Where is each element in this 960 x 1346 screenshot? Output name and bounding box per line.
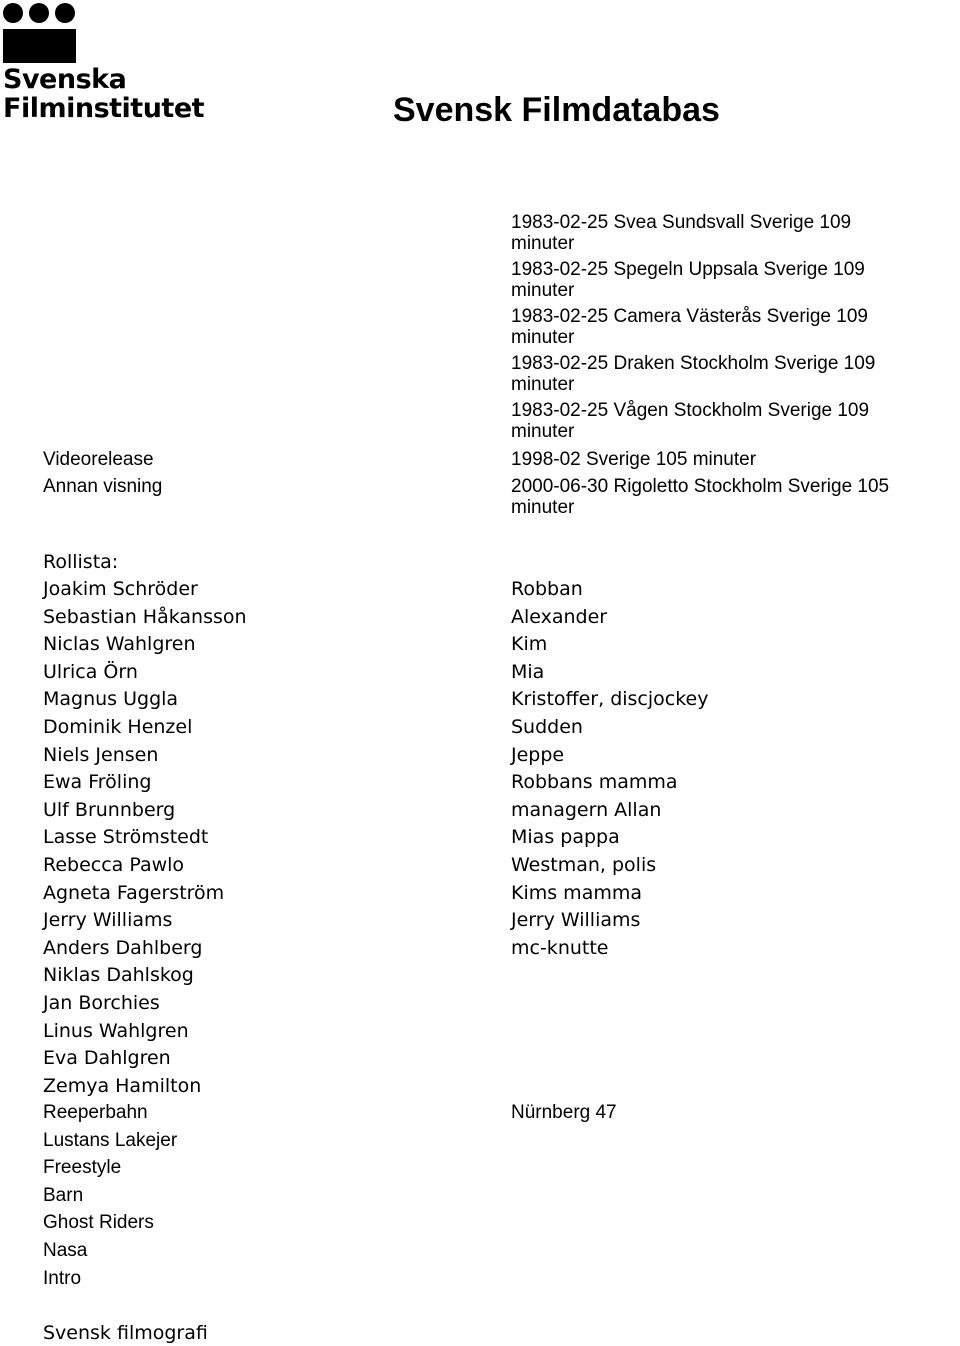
- role-name: Westman, polis: [511, 853, 657, 876]
- screening-details: 1983-02-25 Spegeln Uppsala Sverige 109: [511, 259, 865, 280]
- annan-visning-details: 2000-06-30 Rigoletto Stockholm Sverige 105: [511, 476, 890, 497]
- role-name: Kim: [511, 633, 548, 656]
- screening-details: 1983-02-25 Camera Västerås Sverige 109: [511, 306, 868, 327]
- role-name: Jeppe: [511, 743, 565, 766]
- cast-row: [43, 798, 960, 826]
- actor-name: Ulf Brunnberg: [43, 798, 176, 821]
- music-extra: Nürnberg 47: [511, 1102, 617, 1123]
- screening-duration-unit: minuter: [511, 421, 575, 442]
- actor-name: Magnus Uggla: [43, 688, 179, 711]
- music-row: [43, 1239, 960, 1267]
- screening-entry: [511, 259, 951, 301]
- logo-dot: [29, 3, 49, 23]
- cast-row: [43, 991, 960, 1019]
- screening-details: 1983-02-25 Svea Sundsvall Sverige 109: [511, 212, 852, 233]
- cast-row: [43, 660, 960, 688]
- music-title: Reeperbahn: [43, 1102, 148, 1123]
- actor-name: Joakim Schröder: [43, 578, 198, 600]
- actor-name: Niclas Wahlgren: [43, 633, 196, 656]
- screening-duration-unit: minuter: [511, 280, 575, 301]
- cast-row: [43, 743, 960, 771]
- music-title: Barn: [43, 1184, 84, 1206]
- page-title: Svensk Filmdatabas: [393, 91, 720, 129]
- cast-heading: Rollista:: [43, 551, 119, 573]
- music-title: Lustans Lakejer: [43, 1129, 178, 1151]
- logo-dot: [55, 3, 75, 23]
- role-name: mc-knutte: [511, 936, 609, 959]
- role-name: Kristoffer, discjockey: [511, 688, 709, 711]
- actor-name: Rebecca Pawlo: [43, 853, 185, 876]
- actor-name: Jan Borchies: [43, 991, 160, 1014]
- music-list: [43, 1101, 960, 1294]
- screening-entry: [511, 400, 951, 442]
- music-row: [43, 1129, 960, 1157]
- cast-row: [43, 1046, 960, 1074]
- actor-name: Ulrica Örn: [43, 660, 138, 683]
- cast-row: [43, 1074, 960, 1102]
- videorelease-label: Videorelease: [43, 449, 154, 470]
- music-row: [43, 1156, 960, 1184]
- premiere-screenings: [511, 212, 951, 447]
- screening-entry: [511, 353, 951, 395]
- role-name: Sudden: [511, 715, 583, 738]
- screening-entry: [511, 212, 951, 254]
- role-name: Jerry Williams: [511, 909, 641, 932]
- screening-details: 1983-02-25 Draken Stockholm Sverige 109: [511, 353, 876, 374]
- cast-row: [43, 770, 960, 798]
- actor-name: Jerry Williams: [43, 909, 173, 932]
- videorelease-value: 1998-02 Sverige 105 minuter: [511, 449, 757, 470]
- cast-row: [43, 936, 960, 964]
- screening-details: 1983-02-25 Vågen Stockholm Sverige 109: [511, 400, 870, 421]
- actor-name: Lasse Strömstedt: [43, 826, 209, 849]
- actor-name: Sebastian Håkansson: [43, 605, 247, 628]
- cast-row: [43, 825, 960, 853]
- cast-row: [43, 577, 960, 605]
- music-title: Nasa: [43, 1239, 88, 1261]
- cast-row: [43, 1019, 960, 1047]
- annan-visning-label: Annan visning: [43, 476, 163, 497]
- filmografi-heading: Svensk filmografi: [43, 1322, 208, 1344]
- cast-row: [43, 881, 960, 909]
- music-row: [43, 1211, 960, 1239]
- actor-name: Niklas Dahlskog: [43, 964, 194, 987]
- logo-wordmark: [3, 65, 204, 123]
- screening-duration-unit: minuter: [511, 233, 575, 254]
- logo-dot: [3, 3, 23, 23]
- logo-mark: [3, 3, 83, 63]
- actor-name: Linus Wahlgren: [43, 1019, 189, 1042]
- actor-name: Anders Dahlberg: [43, 936, 203, 959]
- music-title: Freestyle: [43, 1157, 122, 1179]
- screening-entry: [511, 306, 951, 348]
- actor-name: Eva Dahlgren: [43, 1047, 171, 1070]
- role-name: Kims mamma: [511, 881, 642, 904]
- svenska-filminstitutet-logo: [3, 3, 203, 125]
- actor-name: Agneta Fagerström: [43, 881, 225, 904]
- annan-visning-duration-unit: minuter: [511, 497, 575, 518]
- role-name: Alexander: [511, 605, 608, 628]
- cast-row: [43, 632, 960, 660]
- cast-list: [43, 577, 960, 1101]
- cast-row: [43, 963, 960, 991]
- cast-row: [43, 687, 960, 715]
- actor-name: Dominik Henzel: [43, 715, 193, 738]
- music-row: [43, 1184, 960, 1212]
- logo-line-2: Filminstitutet: [3, 93, 205, 124]
- cast-row: [43, 853, 960, 881]
- music-row: [43, 1267, 960, 1295]
- cast-row: [43, 908, 960, 936]
- actor-name: Ewa Fröling: [43, 771, 152, 794]
- music-title: Ghost Riders: [43, 1212, 154, 1234]
- actor-name: Niels Jensen: [43, 743, 159, 766]
- annan-visning-value: [511, 476, 960, 518]
- screening-duration-unit: minuter: [511, 327, 575, 348]
- logo-square: [3, 29, 76, 63]
- cast-row: [43, 715, 960, 743]
- music-row: [43, 1101, 960, 1129]
- screening-duration-unit: minuter: [511, 374, 575, 395]
- actor-name: Zemya Hamilton: [43, 1074, 202, 1097]
- role-name: Robbans mamma: [511, 771, 678, 794]
- role-name: Mias pappa: [511, 826, 620, 849]
- role-name: Mia: [511, 660, 545, 683]
- role-name: Robban: [511, 578, 583, 600]
- music-title: Intro: [43, 1267, 82, 1289]
- cast-row: [43, 605, 960, 633]
- logo-line-1: Svenska: [3, 64, 127, 95]
- role-name: managern Allan: [511, 798, 662, 821]
